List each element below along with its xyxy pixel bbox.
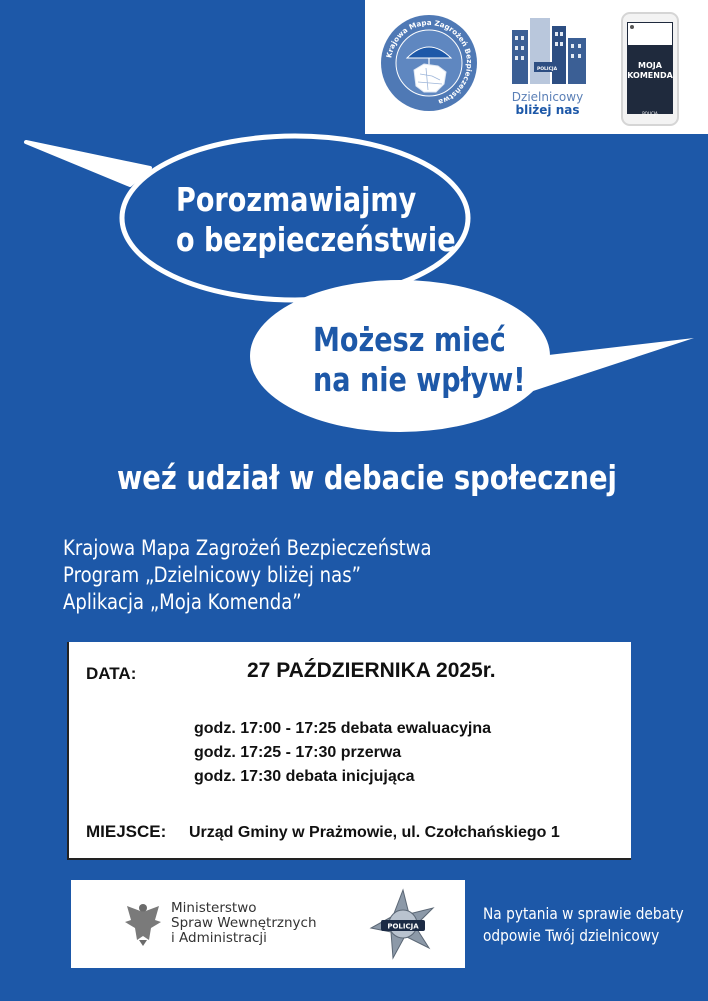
- bubble1-tail: [26, 142, 150, 185]
- program-item: Program „Dzielnicowy bliżej nas”: [63, 563, 361, 587]
- place-label: MIEJSCE:: [86, 822, 167, 841]
- place-value: Urząd Gminy w Prażmowie, ul. Czołchańskiego 1: [189, 824, 560, 841]
- event-info-box: [67, 642, 631, 860]
- programs-list: [63, 535, 492, 616]
- dzielnicowy-line2: bliżej nas: [515, 103, 580, 117]
- schedule-item: godz. 17:00 - 17:25 debata ewaluacyjna: [194, 720, 492, 737]
- schedule-list: [194, 717, 491, 789]
- eagle-icon: [123, 900, 163, 948]
- date-label: DATA:: [86, 664, 137, 683]
- footer-note-line1: Na pytania w sprawie debaty: [483, 904, 684, 923]
- phone-app-line2: KOMENDA: [627, 71, 673, 80]
- bubble2-line1: Możesz mieć: [313, 320, 506, 359]
- kmzb-ring-text: Krajowa Mapa Zagrożeń Bezpieczeństwa: [384, 17, 475, 107]
- dzielnicowy-line1: Dzielnicowy: [511, 90, 584, 104]
- bubble1-line2: o bezpieczeństwie: [176, 220, 456, 259]
- bubble2-text: [313, 320, 526, 400]
- date-value: 27 PAŹDZIERNIKA 2025r.: [247, 659, 496, 682]
- ministry-line2: Spraw Wewnętrznych: [171, 915, 317, 931]
- program-item: Krajowa Mapa Zagrożeń Bezpieczeństwa: [63, 536, 432, 560]
- phone-police-label: POLICJA: [642, 111, 658, 116]
- schedule-item: godz. 17:30 debata inicjująca: [194, 768, 415, 785]
- bubble2-tail: [530, 338, 694, 392]
- ministry-line1: Ministerstwo: [171, 900, 257, 916]
- bubble2-line2: na nie wpływ!: [313, 360, 526, 399]
- call-to-action: weź udział w debacie społecznej: [117, 458, 617, 497]
- bubble1-text: [176, 180, 456, 260]
- svg-text:POLICJA: POLICJA: [536, 67, 558, 72]
- phone-app-line1: MOJA: [638, 61, 662, 70]
- program-item: Aplikacja „Moja Komenda”: [63, 590, 302, 614]
- police-badge-text: POLICJA: [387, 922, 419, 931]
- footer-logo-panel: [71, 880, 465, 968]
- ministry-name: [171, 901, 317, 946]
- footer-note: [483, 903, 708, 947]
- schedule-item: godz. 17:25 - 17:30 przerwa: [194, 744, 402, 761]
- ministry-line3: i Administracji: [171, 930, 267, 946]
- footer-note-line2: odpowie Twój dzielnicowy: [483, 926, 660, 945]
- bubble1-line1: Porozmawiajmy: [176, 180, 417, 219]
- police-star-icon: [367, 888, 439, 960]
